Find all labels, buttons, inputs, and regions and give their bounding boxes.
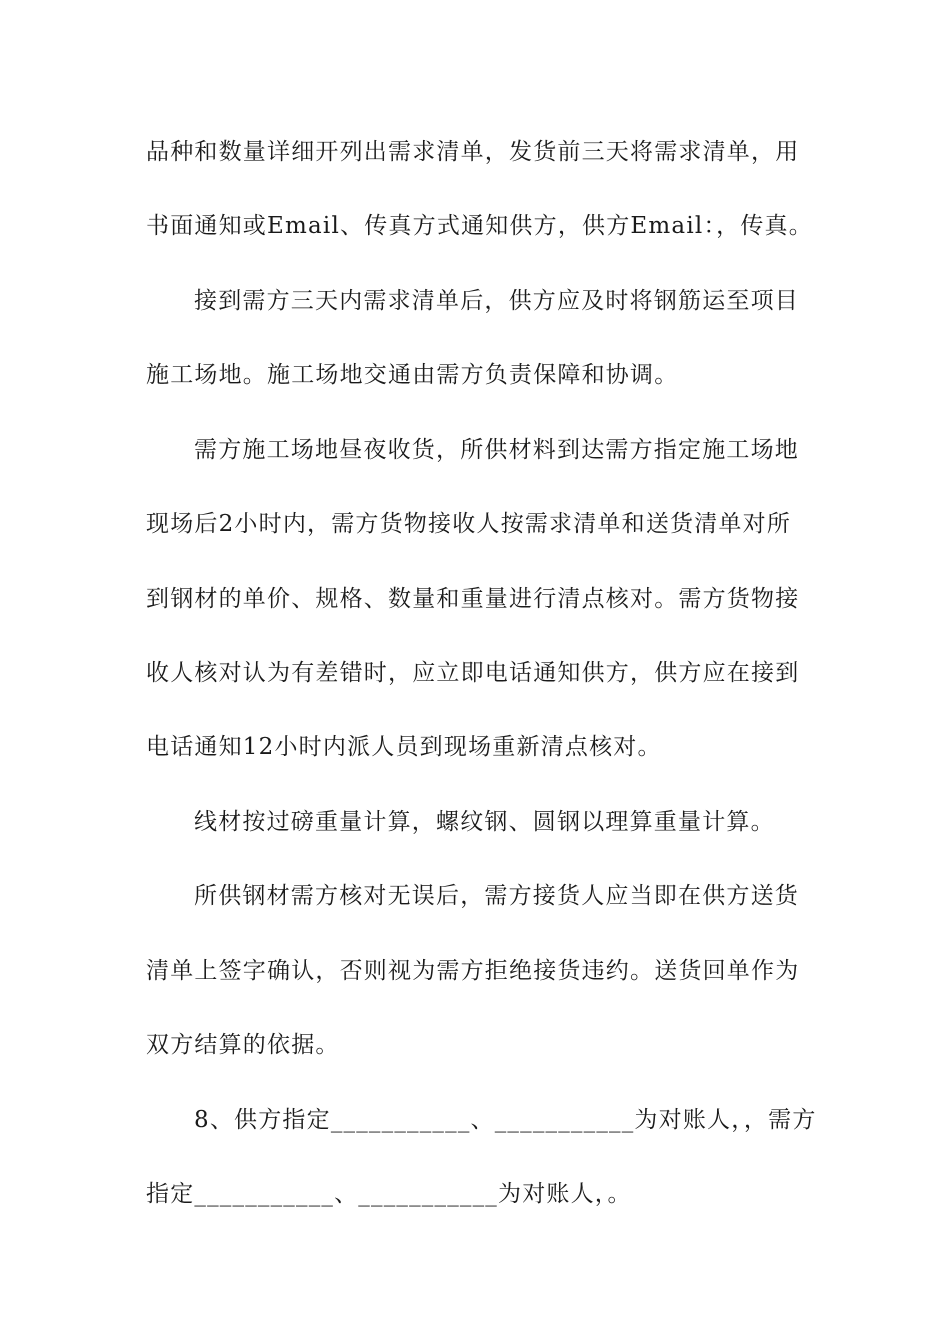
paragraph-line: 清单上签字确认，否则视为需方拒绝接货违约。送货回单作为 bbox=[146, 958, 800, 984]
paragraph-line: 接到需方三天内需求清单后，供方应及时将钢筋运至项目 bbox=[194, 288, 799, 314]
paragraph-line: 双方结算的依据。 bbox=[146, 1032, 340, 1058]
paragraph-line: 指定___________、___________为对账人，。 bbox=[146, 1181, 632, 1207]
paragraph-line: 电话通知12小时内派人员到现场重新清点核对。 bbox=[146, 734, 662, 760]
paragraph-line: 书面通知或Email、传真方式通知供方，供方Email：，传真。 bbox=[146, 213, 813, 239]
paragraph-line: 施工场地。施工场地交通由需方负责保障和协调。 bbox=[146, 362, 679, 388]
paragraph-line: 收人核对认为有差错时，应立即电话通知供方，供方应在接到 bbox=[146, 660, 800, 686]
paragraph-line: 品种和数量详细开列出需求清单，发货前三天将需求清单，用 bbox=[146, 139, 800, 165]
paragraph-line: 所供钢材需方核对无误后，需方接货人应当即在供方送货 bbox=[194, 883, 799, 909]
paragraph-line: 到钢材的单价、规格、数量和重量进行清点核对。需方货物接 bbox=[146, 586, 800, 612]
paragraph-line: 现场后2小时内，需方货物接收人按需求清单和送货清单对所 bbox=[146, 511, 792, 537]
paragraph-line: 线材按过磅重量计算，螺纹钢、圆钢以理算重量计算。 bbox=[194, 809, 775, 835]
paragraph-line: 需方施工场地昼夜收货，所供材料到达需方指定施工场地 bbox=[194, 437, 799, 463]
paragraph-line: 8、供方指定___________、___________为对账人，，需方 bbox=[194, 1107, 817, 1133]
